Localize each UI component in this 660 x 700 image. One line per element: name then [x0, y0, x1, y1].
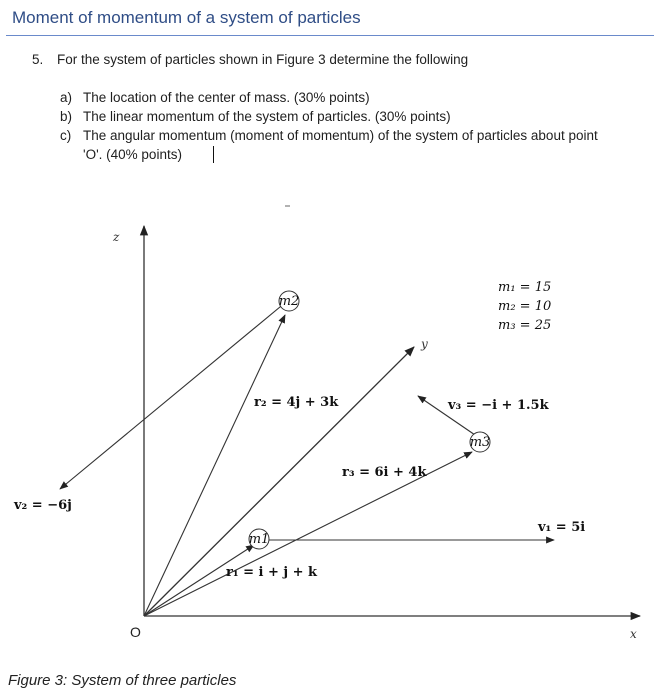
question-number: 5. — [32, 52, 44, 67]
r3-label: r₃ = 6i + 4k — [342, 465, 427, 480]
part-b-text: The linear momentum of the system of particles. (30% points) — [83, 109, 451, 124]
part-c-marker: c) — [60, 128, 72, 143]
question-prompt: For the system of particles shown in Figure 3 determine the following — [57, 52, 469, 67]
y-axis-label: y — [421, 337, 428, 351]
mass-m3: m₃ = 25 — [498, 318, 552, 333]
v2-vector — [60, 302, 286, 489]
origin-label: O — [130, 624, 141, 640]
z-axis-label: z — [113, 230, 120, 244]
x-axis-label: x — [630, 627, 637, 641]
part-b-marker: b) — [60, 109, 73, 124]
particle-m2-label: m2 — [278, 294, 300, 309]
particle-m3-label: m3 — [469, 435, 491, 450]
page-title: Moment of momentum of a system of particles — [12, 8, 361, 27]
particle-m1-label: m1 — [248, 532, 270, 547]
mass-m2: m₂ = 10 — [498, 299, 552, 314]
v3-label: v₃ = −i + 1.5k — [448, 398, 549, 413]
r1-label: r₁ = i + j + k — [226, 565, 318, 580]
r2-label: r₂ = 4j + 3k — [254, 395, 339, 410]
v2-label: v₂ = −6j — [14, 498, 72, 513]
part-a-text: The location of the center of mass. (30% points) — [83, 90, 370, 105]
v1-label: v₁ = 5i — [538, 520, 586, 535]
mass-m1: m₁ = 15 — [498, 280, 552, 295]
part-a-marker: a) — [60, 90, 73, 105]
part-c-text: The angular momentum (moment of momentum) of the system of particles about point — [83, 128, 598, 143]
part-c-text-cont: 'O'. (40% points) — [83, 147, 182, 162]
figure-caption: Figure 3: System of three particles — [8, 672, 237, 689]
